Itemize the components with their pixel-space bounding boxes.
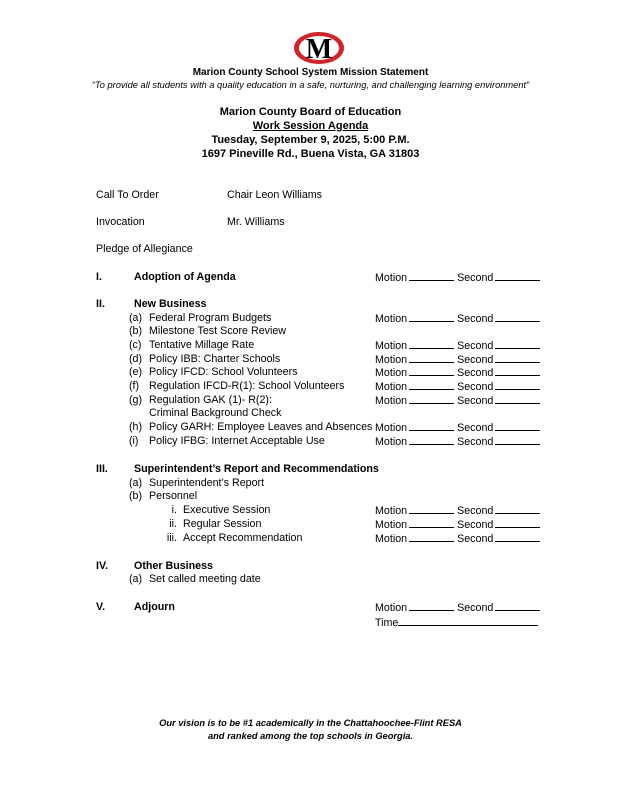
agenda-item: Tentative Millage Rate (149, 339, 255, 351)
section-title: Adoption of Agenda (134, 271, 236, 283)
meeting-address: 1697 Pineville Rd., Buena Vista, GA 31803 (201, 148, 420, 160)
second-blank[interactable] (495, 339, 540, 349)
agenda-title: Work Session Agenda (252, 120, 369, 132)
agenda-subitem: Executive Session (183, 504, 271, 516)
item-letter: (i) (129, 435, 139, 447)
second-label: Second (457, 354, 494, 366)
second-label: Second (457, 340, 494, 352)
call-to-order-label: Call To Order (96, 189, 159, 201)
second-label: Second (457, 436, 494, 448)
time-blank[interactable] (398, 616, 538, 626)
invocation-label: Invocation (96, 216, 145, 228)
second-label: Second (457, 367, 494, 379)
second-blank[interactable] (495, 394, 540, 404)
item-letter: (c) (129, 339, 142, 351)
section-number: III. (96, 463, 108, 475)
motion-blank[interactable] (409, 380, 454, 390)
section-title: New Business (134, 298, 207, 310)
call-to-order-person: Chair Leon Williams (227, 189, 323, 201)
item-letter: (g) (129, 394, 143, 406)
agenda-item: Set called meeting date (149, 573, 261, 585)
second-blank[interactable] (495, 353, 540, 363)
second-blank[interactable] (495, 421, 540, 431)
motion-label: Motion (375, 519, 408, 531)
motion-second-field (375, 353, 540, 367)
section-number: V. (96, 601, 106, 613)
motion-second-field (375, 339, 540, 353)
motion-label: Motion (375, 354, 408, 366)
second-blank[interactable] (495, 532, 540, 542)
item-letter: (d) (129, 353, 143, 365)
second-blank[interactable] (495, 380, 540, 390)
agenda-item: Federal Program Budgets (149, 312, 272, 324)
motion-blank[interactable] (409, 366, 454, 376)
agenda-subitem: Accept Recommendation (183, 532, 303, 544)
item-letter: (a) (129, 477, 143, 489)
item-letter: (f) (129, 380, 140, 392)
motion-blank[interactable] (409, 312, 454, 322)
motion-label: Motion (375, 340, 408, 352)
second-blank[interactable] (495, 271, 540, 281)
motion-blank[interactable] (409, 504, 454, 514)
item-letter: (b) (129, 490, 143, 502)
motion-second-field (375, 312, 540, 326)
invocation-person: Mr. Williams (227, 216, 285, 228)
item-letter: (a) (129, 312, 143, 324)
second-label: Second (457, 313, 494, 325)
item-roman: i. (171, 504, 177, 516)
motion-second-field (375, 271, 540, 285)
motion-label: Motion (375, 505, 408, 517)
motion-blank[interactable] (409, 339, 454, 349)
motion-second-field (375, 504, 540, 518)
agenda-item: Policy IBB: Charter Schools (149, 353, 281, 365)
motion-blank[interactable] (409, 394, 454, 404)
second-blank[interactable] (495, 504, 540, 514)
section-title: Superintendent’s Report and Recommendations (134, 463, 379, 475)
agenda-item: Milestone Test Score Review (149, 325, 287, 337)
second-label: Second (457, 272, 494, 284)
mission-title: Marion County School System Mission Statement (192, 67, 429, 78)
logo-letter: M (305, 34, 333, 65)
motion-label: Motion (375, 381, 408, 393)
motion-second-field (375, 435, 540, 449)
section-number: II. (96, 298, 105, 310)
agenda-item-continued: Criminal Background Check (149, 407, 282, 419)
second-blank[interactable] (495, 312, 540, 322)
item-letter: (b) (129, 325, 143, 337)
vision-line-2: and ranked among the top schools in Georgia. (207, 731, 414, 741)
agenda-item: Personnel (149, 490, 198, 502)
motion-blank[interactable] (409, 271, 454, 281)
motion-second-field (375, 394, 540, 408)
second-label: Second (457, 533, 494, 545)
section-title: Adjourn (134, 601, 175, 613)
motion-label: Motion (375, 422, 408, 434)
second-blank[interactable] (495, 366, 540, 376)
second-label: Second (457, 505, 494, 517)
item-roman: ii. (169, 518, 177, 530)
motion-blank[interactable] (409, 532, 454, 542)
agenda-item: Regulation GAK (1)- R(2): (149, 394, 272, 406)
time-label: Time (375, 617, 399, 629)
motion-second-field (375, 380, 540, 394)
motion-blank[interactable] (409, 601, 454, 611)
second-blank[interactable] (495, 435, 540, 445)
item-letter: (a) (129, 573, 143, 585)
motion-blank[interactable] (409, 518, 454, 528)
second-label: Second (457, 422, 494, 434)
mission-statement: “To provide all students with a quality education in a safe, nurturing, and challenging learning environment” (91, 80, 530, 90)
motion-label: Motion (375, 313, 408, 325)
second-label: Second (457, 381, 494, 393)
motion-second-field (375, 421, 540, 435)
motion-label: Motion (375, 533, 408, 545)
second-label: Second (457, 395, 494, 407)
agenda-subitem: Regular Session (183, 518, 262, 530)
motion-second-field (375, 532, 540, 546)
vision-line-1: Our vision is to be #1 academically in the Chattahoochee-Flint RESA (159, 718, 462, 728)
motion-label: Motion (375, 272, 408, 284)
item-letter: (e) (129, 366, 143, 378)
agenda-item: Regulation IFCD-R(1): School Volunteers (149, 380, 345, 392)
second-blank[interactable] (495, 518, 540, 528)
pledge-label: Pledge of Allegiance (96, 243, 193, 255)
motion-second-field (375, 366, 540, 380)
agenda-item: Policy IFBG: Internet Acceptable Use (149, 435, 325, 447)
time-field (375, 616, 538, 630)
motion-label: Motion (375, 367, 408, 379)
section-title: Other Business (134, 560, 213, 572)
motion-label: Motion (375, 436, 408, 448)
section-number: I. (96, 271, 102, 283)
motion-second-field (375, 518, 540, 532)
motion-second-field (375, 601, 540, 615)
school-logo (292, 30, 346, 66)
agenda-item: Policy GARH: Employee Leaves and Absences (149, 421, 373, 433)
motion-blank[interactable] (409, 435, 454, 445)
motion-label: Motion (375, 602, 408, 614)
board-name: Marion County Board of Education (219, 106, 402, 118)
agenda-item: Policy IFCD: School Volunteers (149, 366, 298, 378)
agenda-item: Superintendent’s Report (149, 477, 265, 489)
motion-blank[interactable] (409, 421, 454, 431)
section-number: IV. (96, 560, 109, 572)
motion-label: Motion (375, 395, 408, 407)
second-label: Second (457, 519, 494, 531)
item-letter: (h) (129, 421, 143, 433)
item-roman: iii. (166, 532, 177, 544)
motion-blank[interactable] (409, 353, 454, 363)
second-label: Second (457, 602, 494, 614)
second-blank[interactable] (495, 601, 540, 611)
meeting-date-time: Tuesday, September 9, 2025, 5:00 P.M. (211, 134, 410, 146)
